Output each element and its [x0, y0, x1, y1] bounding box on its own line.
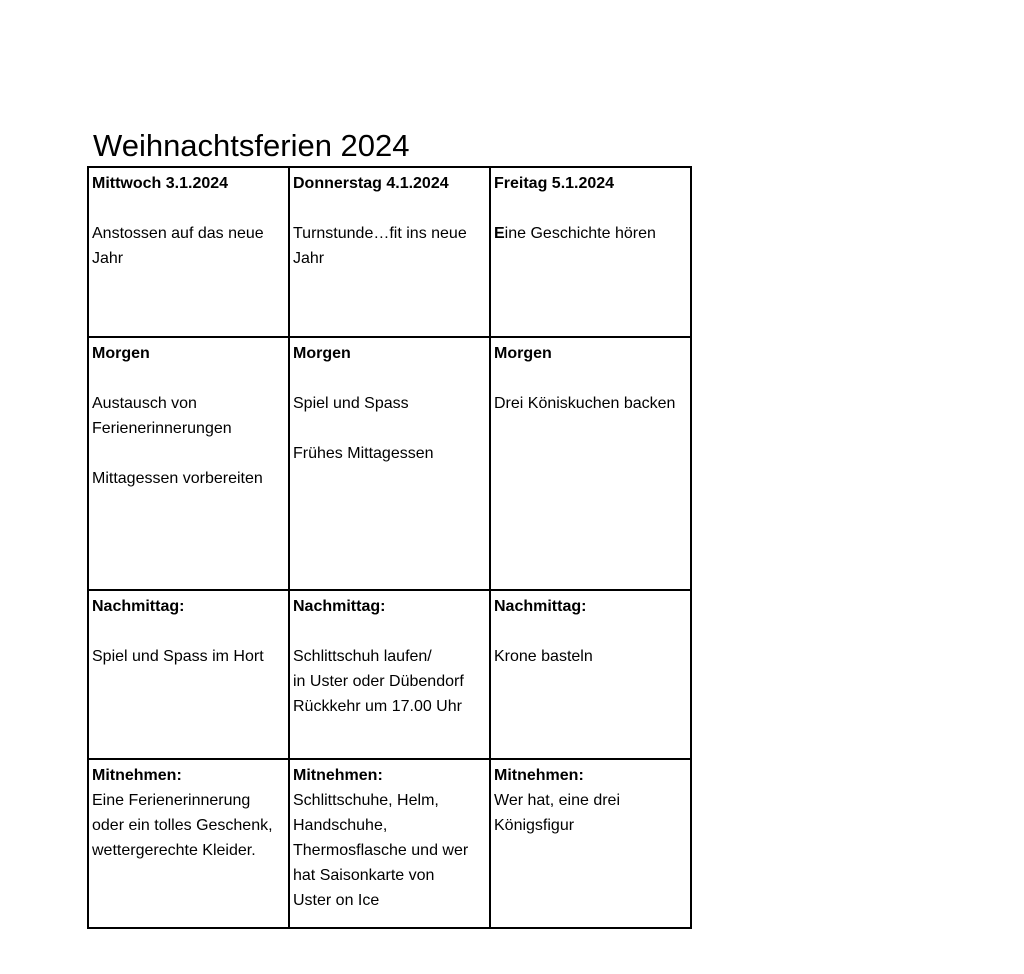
cell-friday-morning — [490, 337, 691, 590]
afternoon-line: in Uster oder Dübendorf — [293, 673, 464, 690]
table-row-bring — [88, 759, 691, 928]
cell-wednesday-afternoon — [88, 590, 289, 759]
cell-wednesday-bring — [88, 759, 289, 928]
afternoon-heading: Nachmittag: — [293, 598, 386, 615]
spacer — [92, 196, 285, 221]
spacer — [494, 366, 687, 391]
activity-line: Jahr — [92, 250, 124, 267]
bring-line: Königsfigur — [494, 817, 575, 834]
table-row-afternoon — [88, 590, 691, 759]
cell-friday-bring — [490, 759, 691, 928]
spacer — [293, 366, 486, 391]
spacer — [293, 619, 486, 644]
day-heading-friday: Freitag 5.1.2024 — [494, 175, 615, 192]
spacer — [293, 416, 486, 441]
activity-line: Anstossen auf das neue — [92, 225, 264, 242]
activity-line: Jahr — [293, 250, 325, 267]
cell-thursday-bring — [289, 759, 490, 928]
morning-heading: Morgen — [92, 345, 150, 362]
page-title: Weihnachtsferien 2024 — [93, 128, 410, 163]
cell-friday-afternoon — [490, 590, 691, 759]
bring-line: Eine Ferienerinnerung — [92, 792, 251, 809]
bring-heading: Mitnehmen: — [494, 767, 584, 784]
bring-heading: Mitnehmen: — [92, 767, 182, 784]
activity-line: Turnstunde…fit ins neue — [293, 225, 467, 242]
spacer — [494, 619, 687, 644]
afternoon-heading: Nachmittag: — [494, 598, 587, 615]
bring-line: wettergerechte Kleider. — [92, 842, 256, 859]
bring-line: oder ein tolles Geschenk, — [92, 817, 273, 834]
afternoon-line: Spiel und Spass im Hort — [92, 648, 264, 665]
schedule-table — [87, 166, 692, 929]
activity-line — [494, 221, 687, 246]
bring-line: hat Saisonkarte von — [293, 867, 435, 884]
morning-heading: Morgen — [293, 345, 351, 362]
afternoon-line: Krone basteln — [494, 648, 593, 665]
afternoon-heading: Nachmittag: — [92, 598, 185, 615]
cell-wednesday-morning — [88, 337, 289, 590]
bring-heading: Mitnehmen: — [293, 767, 383, 784]
cell-thursday-morning — [289, 337, 490, 590]
afternoon-line: Schlittschuh laufen/ — [293, 648, 432, 665]
spacer — [92, 366, 285, 391]
day-heading-thursday: Donnerstag 4.1.2024 — [293, 175, 449, 192]
bring-line: Uster on Ice — [293, 892, 380, 909]
bring-line: Wer hat, eine drei — [494, 792, 620, 809]
morning-heading: Morgen — [494, 345, 552, 362]
table-row-morning — [88, 337, 691, 590]
morning-line: Drei Köniskuchen backen — [494, 395, 676, 412]
morning-line: Mittagessen vorbereiten — [92, 470, 263, 487]
morning-line: Frühes Mittagessen — [293, 445, 434, 462]
bring-line: Thermosflasche und wer — [293, 842, 469, 859]
cell-thursday-afternoon — [289, 590, 490, 759]
day-heading-wednesday: Mittwoch 3.1.2024 — [92, 175, 229, 192]
table-row-days — [88, 167, 691, 337]
spacer — [494, 196, 687, 221]
spacer — [92, 441, 285, 466]
activity-first-letter: E — [494, 225, 505, 242]
spacer — [293, 196, 486, 221]
cell-wednesday-day — [88, 167, 289, 337]
bring-line: Schlittschuhe, Helm, — [293, 792, 439, 809]
cell-thursday-day — [289, 167, 490, 337]
morning-line: Spiel und Spass — [293, 395, 409, 412]
spacer — [92, 619, 285, 644]
morning-line: Austausch von — [92, 395, 197, 412]
cell-friday-day — [490, 167, 691, 337]
bring-line: Handschuhe, — [293, 817, 388, 834]
afternoon-line: Rückkehr um 17.00 Uhr — [293, 698, 462, 715]
morning-line: Ferienerinnerungen — [92, 420, 232, 437]
activity-rest: ine Geschichte hören — [504, 225, 656, 242]
